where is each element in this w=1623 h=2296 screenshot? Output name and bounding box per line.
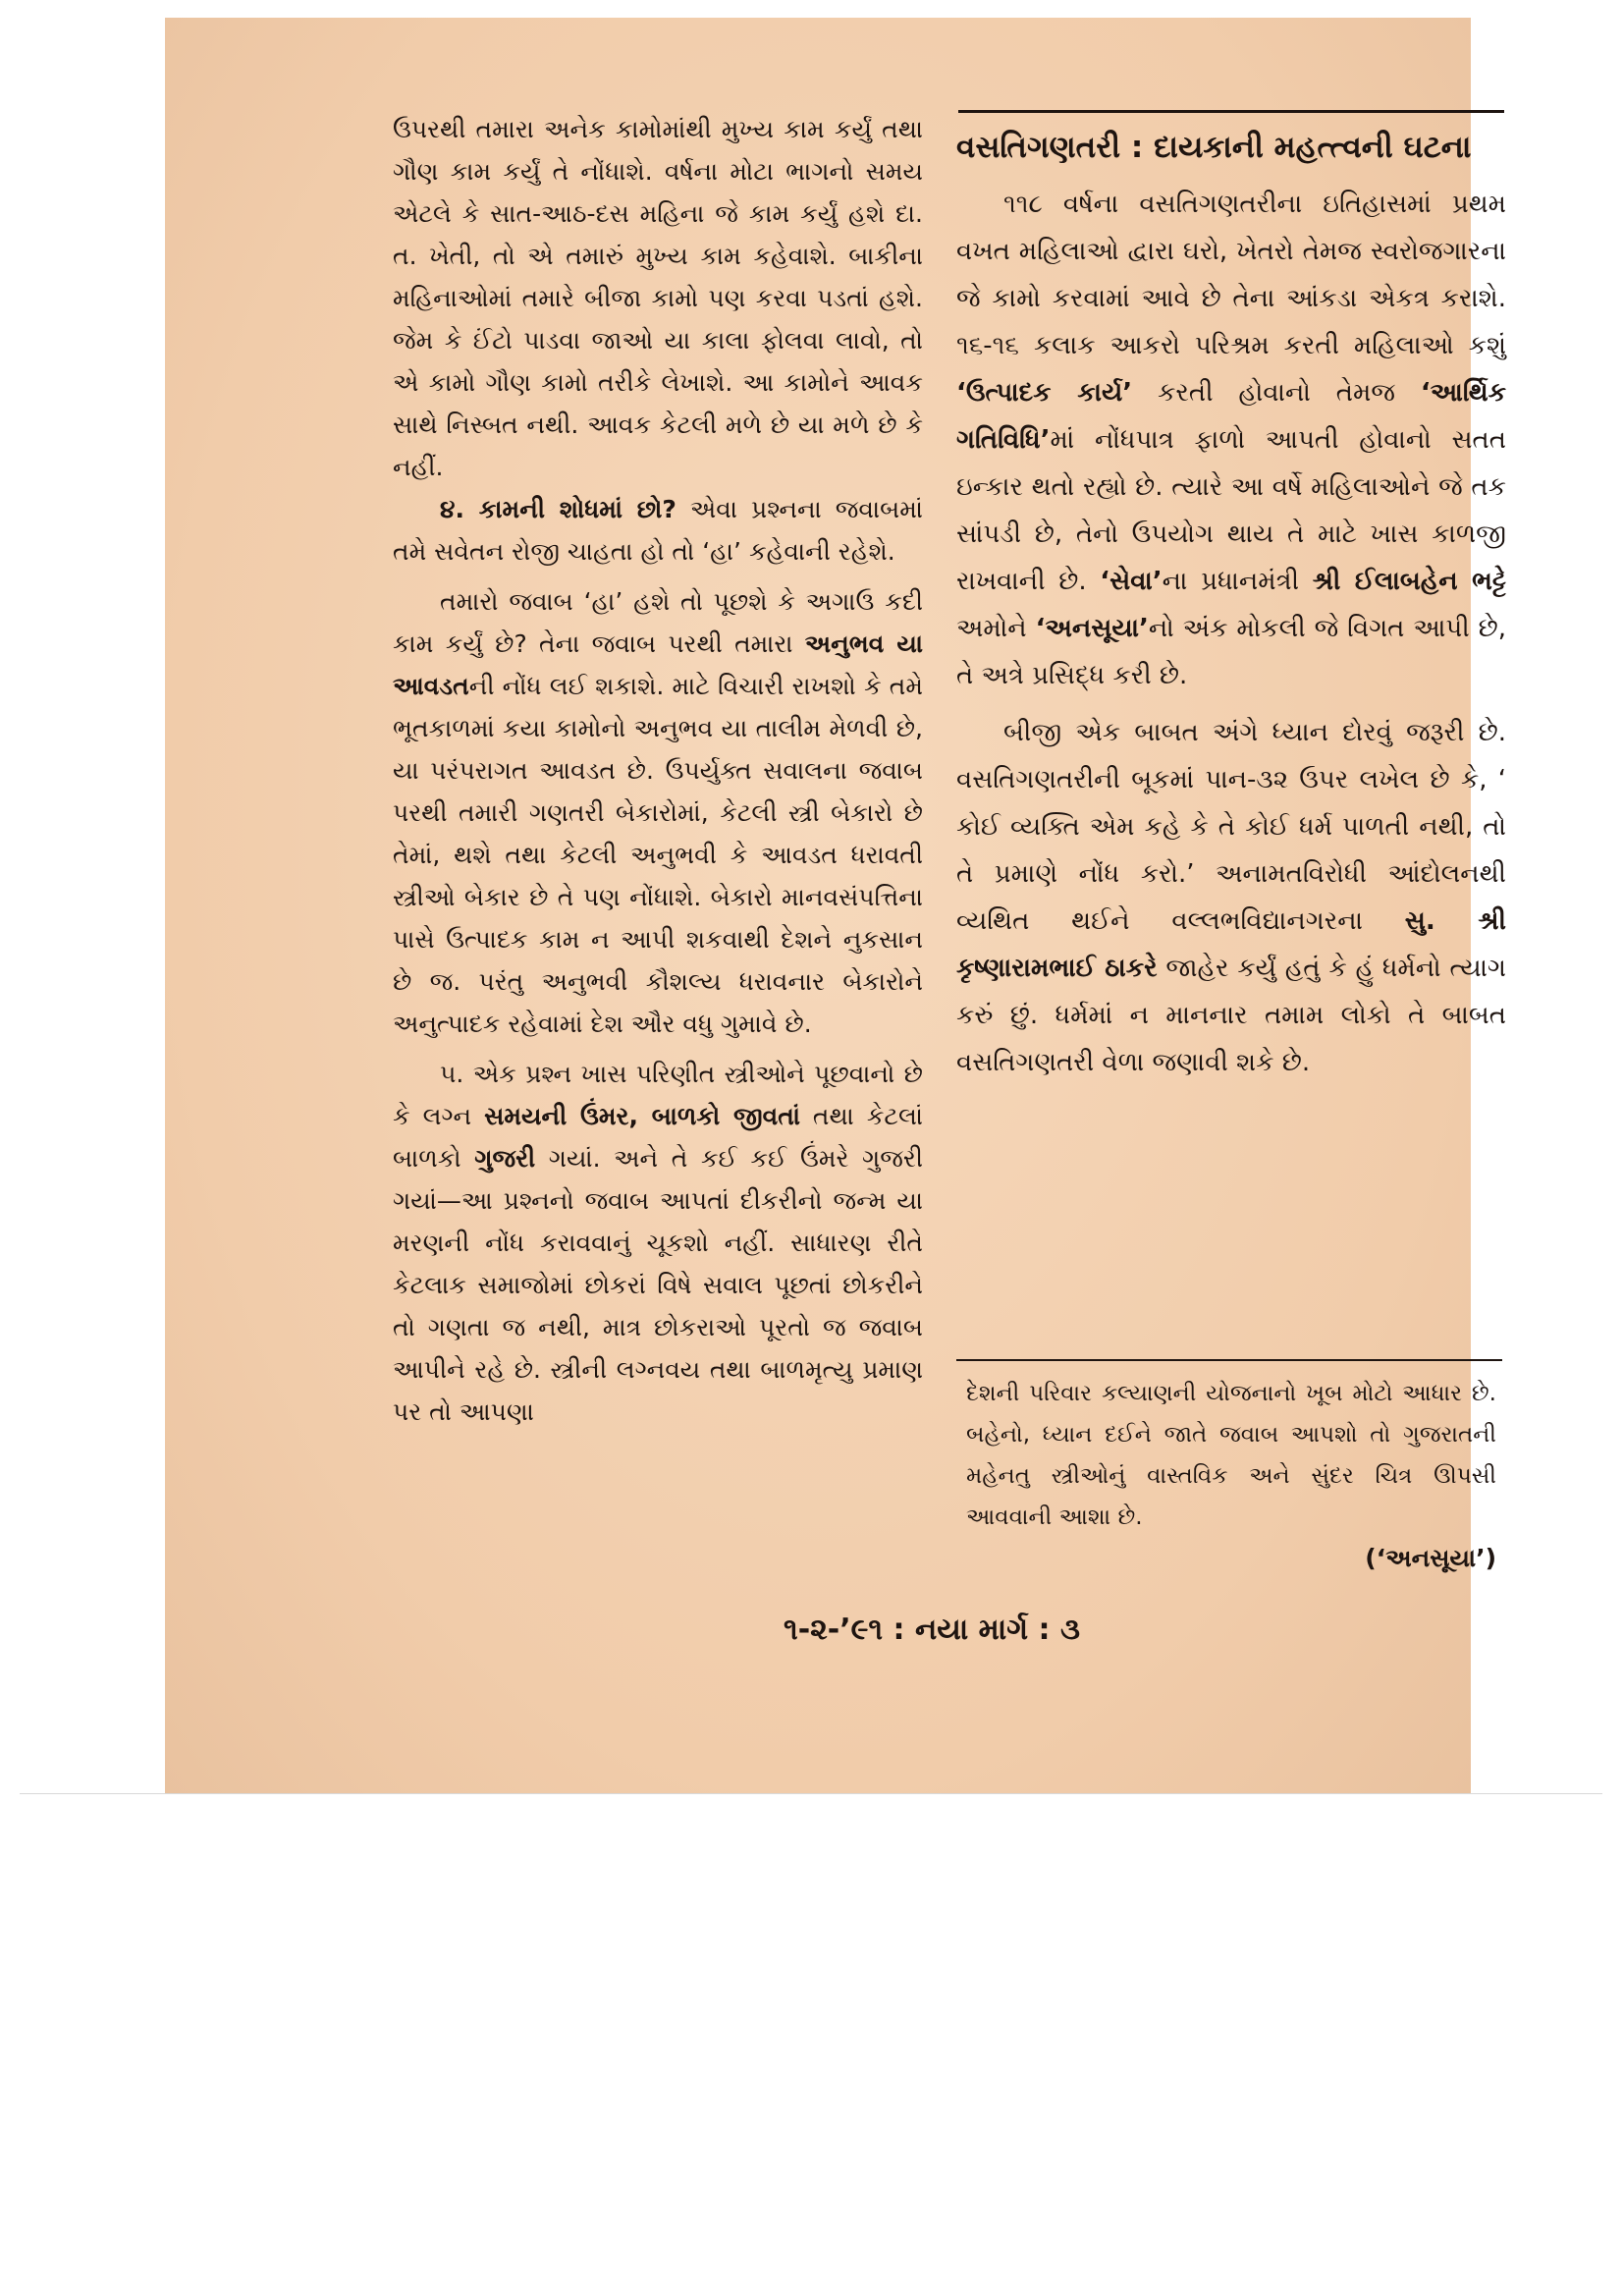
note-text: દેશની પરિવાર કલ્યાણની યોજનાનો ખૂબ મોટો આધાર છે. બહેનો, ધ્યાન દઈને જાતે જવાબ આપશો તો ગુજરાતની મહેનતુ સ્ત્રીઓનું વાસ્તવિક અને સુંદર ચિત્ર ઊપસી આવવાની આશા છે. <box>966 1381 1496 1530</box>
r1-text-e: અમોને <box>956 614 1036 643</box>
r1-text-a: ૧૧૮ વર્ષના વસતિગણતરીના ઇતિહાસમાં પ્રથમ વખત મહિલાઓ દ્વારા ઘરો, ખેતરો તેમજ સ્વરોજગારના જે કામો કરવામાં આવે છે તેના આંકડા એકત્ર કરાશે. ૧૬-૧૬ કલાક આકરો પરિશ્રમ કરતી મહિલાઓ કશું <box>956 190 1506 360</box>
p3-text-b: ની નોંધ લઈ શકાશે. માટે વિચારી રાખશો કે તમે ભૂતકાળમાં કયા કામોનો અનુભવ યા તાલીમ મેળવી છે, યા પરંપરાગત આવડત છે. ઉપર્યુક્ત સવાલના જવાબ પરથી તમારી ગણતરી બેકારોમાં, કેટલી સ્ત્રી બેકારો છે તેમાં, થશે તથા કેટલી અનુભવી કે આવડત ધરાવતી સ્ત્રીઓ બેકાર છે તે પણ નોંધાશે. બેકારો માનવસંપત્તિના પાસે ઉત્પાદક કામ ન આપી શકવાથી દેશને નુકસાન છે જ. પરંતુ અનુભવી કૌશલ્ય ધરાવનાર બેકારોને અનુત્પાદક રહેવામાં દેશ ઔર વધુ ગુમાવે છે. <box>393 672 923 1038</box>
r2-text-b: જાહેર કર્યું હતું કે હું ધર્મનો ત્યાગ કરું છું. ધર્મમાં ન માનનાર તમામ લોકો તે બાબત વસતિગણતરી વેળા જણાવી શકે છે. <box>956 954 1507 1077</box>
p4-bold-1: સમયની ઉંમર, બાળકો જીવતાં <box>484 1102 800 1130</box>
r2-text-a: બીજી એક બાબત અંગે ધ્યાન દોરવું જરૂરી છે. વસતિગણતરીની બૂકમાં પાન-૩૨ ઉપર લખેલ છે કે, ‘ કોઈ વ્યક્તિ એમ કહે કે તે કોઈ ધર્મ પાળતી નથી, તો તે પ્રમાણે નોંધ કરો.’ અનામતવિરોધી આંદોલનથી વ્યથિત થઈને વલ્લભવિદ્યાનગરના <box>956 718 1506 936</box>
r2-bold: સુ. શ્રી કૃષ્ણારામભાઈ ઠાકરે <box>956 906 1506 983</box>
r1-bold-5: ‘અનસૂયા’ <box>1035 614 1149 643</box>
r1-text-b: કરતી હોવાનો તેમજ <box>1132 378 1421 408</box>
left-column <box>393 108 923 1433</box>
r1-bold-3: ‘સેવા’ <box>1100 567 1163 596</box>
scanned-page <box>165 18 1507 1793</box>
question-4-heading: ૪. કામની શોધમાં છો? <box>440 495 676 523</box>
left-paragraph-2 <box>393 488 923 573</box>
p4-text-a: ૫. એક પ્રશ્ન ખાસ પરિણીત સ્ત્રીઓને પૂછવાનો છે કે લગ્ન <box>393 1060 923 1130</box>
right-column <box>956 108 1506 1086</box>
question-4-text: એવા પ્રશ્નના જવાબમાં તમે સવેતન રોજી ચાહતા હો તો ‘હા’ કહેવાની રહેશે. <box>393 495 923 566</box>
page-footer: ૧-૨-’૯૧ : નયા માર્ગ : ૩ <box>784 1613 1080 1647</box>
r1-text-c: માં નોંધપાત્ર ફાળો આપતી હોવાનો સતત ઇન્કાર થતો રહ્યો છે. ત્યારે આ વર્ષે મહિલાઓને જે તક સાંપડી છે, તેનો ઉપયોગ થાય તે માટે ખાસ કાળજી રાખવાની છે. <box>956 425 1506 596</box>
left-paragraph-1: ઉપરથી તમારા અનેક કામોમાંથી મુખ્ય કામ કર્યું તથા ગૌણ કામ કર્યું તે નોંધાશે. વર્ષના મોટા ભાગનો સમય એટલે કે સાત-આઠ-દસ મહિના જે કામ કર્યું હશે દા. ત. ખેતી, તો એ તમારું મુખ્ય કામ કહેવાશે. બાકીના મહિનાઓમાં તમારે બીજા કામો પણ કરવા પડતાં હશે. જેમ કે ઈંટો પાડવા જાઓ યા કાલા ફોલવા લાવો, તો એ કામો ગૌણ કામો તરીકે લેખાશે. આ કામોને આવક સાથે નિસ્બત નથી. આવક કેટલી મળે છે યા મળે છે કે નહીં. <box>393 115 923 481</box>
viewer-divider <box>20 1793 1602 1794</box>
r1-text-d: ના પ્રધાનમંત્રી <box>1162 567 1313 596</box>
left-paragraph-3 <box>393 580 923 1045</box>
right-paragraph-2 <box>956 709 1506 1086</box>
r1-bold-2: ‘આર્થિક ગતિવિધિ’ <box>956 378 1506 455</box>
p3-bold: અનુભવ યા આવડત <box>393 629 923 700</box>
note-box <box>966 1373 1496 1572</box>
right-paragraph-1 <box>956 181 1506 699</box>
p4-text-c: ગયાં. અને તે કઈ કઈ ઉંમરે ગુજરી ગયાં—આ પ્રશ્નનો જવાબ આપતાં દીકરીનો જન્મ યા મરણની નોંધ કરાવવાનું ચૂકશો નહીં. સાધારણ રીતે કેટલાક સમાજોમાં છોકરાં વિષે સવાલ પૂછતાં છોકરીને તો ગણતા જ નથી, માત્ર છોકરાઓ પૂરતો જ જવાબ આપીને રહે છે. સ્ત્રીની લગ્નવય તથા બાળમૃત્યુ પ્રમાણ પર તો આપણા <box>393 1144 923 1426</box>
r1-bold-4: શ્રી ઈલાબહેન ભટ્ટે <box>1312 567 1506 596</box>
article-heading: વસતિગણતરી : દાયકાની મહત્ત્વની ઘટના <box>956 130 1472 165</box>
p4-bold-2: ગુજરી <box>474 1144 536 1173</box>
box-divider-rule <box>956 1359 1502 1361</box>
note-attribution: (‘અનસૂયા’) <box>1365 1544 1496 1572</box>
left-paragraph-4 <box>393 1053 923 1433</box>
p3-text-a: તમારો જવાબ ‘હા’ હશે તો પૂછશે કે અગાઉ કદી કામ કર્યું છે? તેના જવાબ પરથી તમારા <box>393 587 923 658</box>
p4-text-b: તથા કેટલાં બાળકો <box>393 1102 924 1173</box>
r1-bold-1: ‘ઉત્પાદક કાર્ય’ <box>956 378 1133 408</box>
r1-text-f: નો અંક મોકલી જે વિગત આપી છે, તે અત્રે પ્રસિદ્ધ કરી છે. <box>956 614 1507 690</box>
